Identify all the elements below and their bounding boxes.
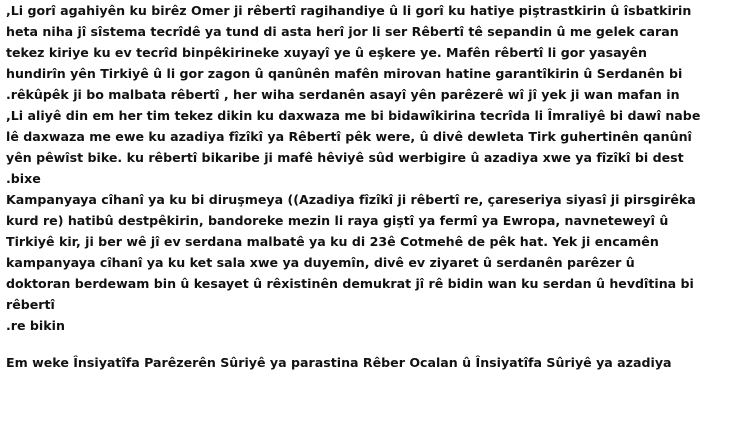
text-line: hundirîn yên Tirkiyê û li gor zagon û qanûnên mafên mirovan hatine garantîkirin û Serdanên bi <box>6 66 683 81</box>
paragraph-2 <box>6 105 746 189</box>
text-line: .rêkûpêk ji bo malbata rêbertî , her wiha serdanên asayî yên parêzerê wî jî yek ji wan mafan in <box>6 87 680 102</box>
text-line: kurd re) hatibû destpêkirin, bandoreke mezin li raya giştî ya fermî ya Ewropa, navneteweyî û <box>6 213 669 228</box>
text-line: tekez kiriye ku ev tecrîd binpêkirineke xuyayî ye û eşkere ye. Mafên rêbertî li gor yasayên <box>6 45 647 60</box>
text-line: rêbertî <box>6 297 55 312</box>
paragraph-1 <box>6 0 746 105</box>
text-line: kampanyaya cîhanî ya ku ket sala xwe ya duyemîn, divê ev ziyaret û serdanên parêzer û <box>6 255 635 270</box>
text-line: yên pêwîst bike. ku rêbertî bikaribe ji mafê hêviyê sûd werbigire û azadiya xwe ya fîzîkî bi dest <box>6 150 684 165</box>
text-line: heta niha jî sîstema tecrîdê ya tund di asta herî jor li ser Rêbertî tê sepandin û me gelek caran <box>6 24 679 39</box>
text-line: ,Li gorî agahiyên ku birêz Omer ji rêbertî ragihandiye û li gorî ku hatiye piştrastkirin û îsbatkirin <box>6 3 692 18</box>
paragraph-4 <box>6 352 746 373</box>
paragraph-spacer <box>6 336 746 352</box>
text-line: Em weke Însiyatîfa Parêzerên Sûriyê ya parastina Rêber Ocalan û Însiyatîfa Sûriyê ya azadiya <box>6 355 672 370</box>
text-line: Kampanyaya cîhanî ya ku bi diruşmeya ((Azadiya fîzîkî ji rêbertî re, çareseriya siyasî ji pirsgirêka <box>6 192 696 207</box>
text-line: .bixe <box>6 171 41 186</box>
document-body <box>6 0 746 373</box>
text-line: Tirkiyê kir, ji ber wê jî ev serdana malbatê ya ku di 23ê Cotmehê de pêk hat. Yek ji encamên <box>6 234 659 249</box>
text-line: lê daxwaza me ewe ku azadiya fîzîkî ya Rêbertî pêk were, û divê dewleta Tirk guhertinên qanûnî <box>6 129 692 144</box>
text-line: ,Li aliyê din em her tim tekez dikin ku daxwaza me bi bidawîkirina tecrîda li Îmraliyê bi dawî nabe <box>6 108 701 123</box>
paragraph-3 <box>6 189 746 336</box>
text-line: doktoran berdewam bin û kesayet û rêxistinên demukrat jî rê bidin wan ku serdan û hevdîtina bi <box>6 276 694 291</box>
text-line: .re bikin <box>6 318 65 333</box>
